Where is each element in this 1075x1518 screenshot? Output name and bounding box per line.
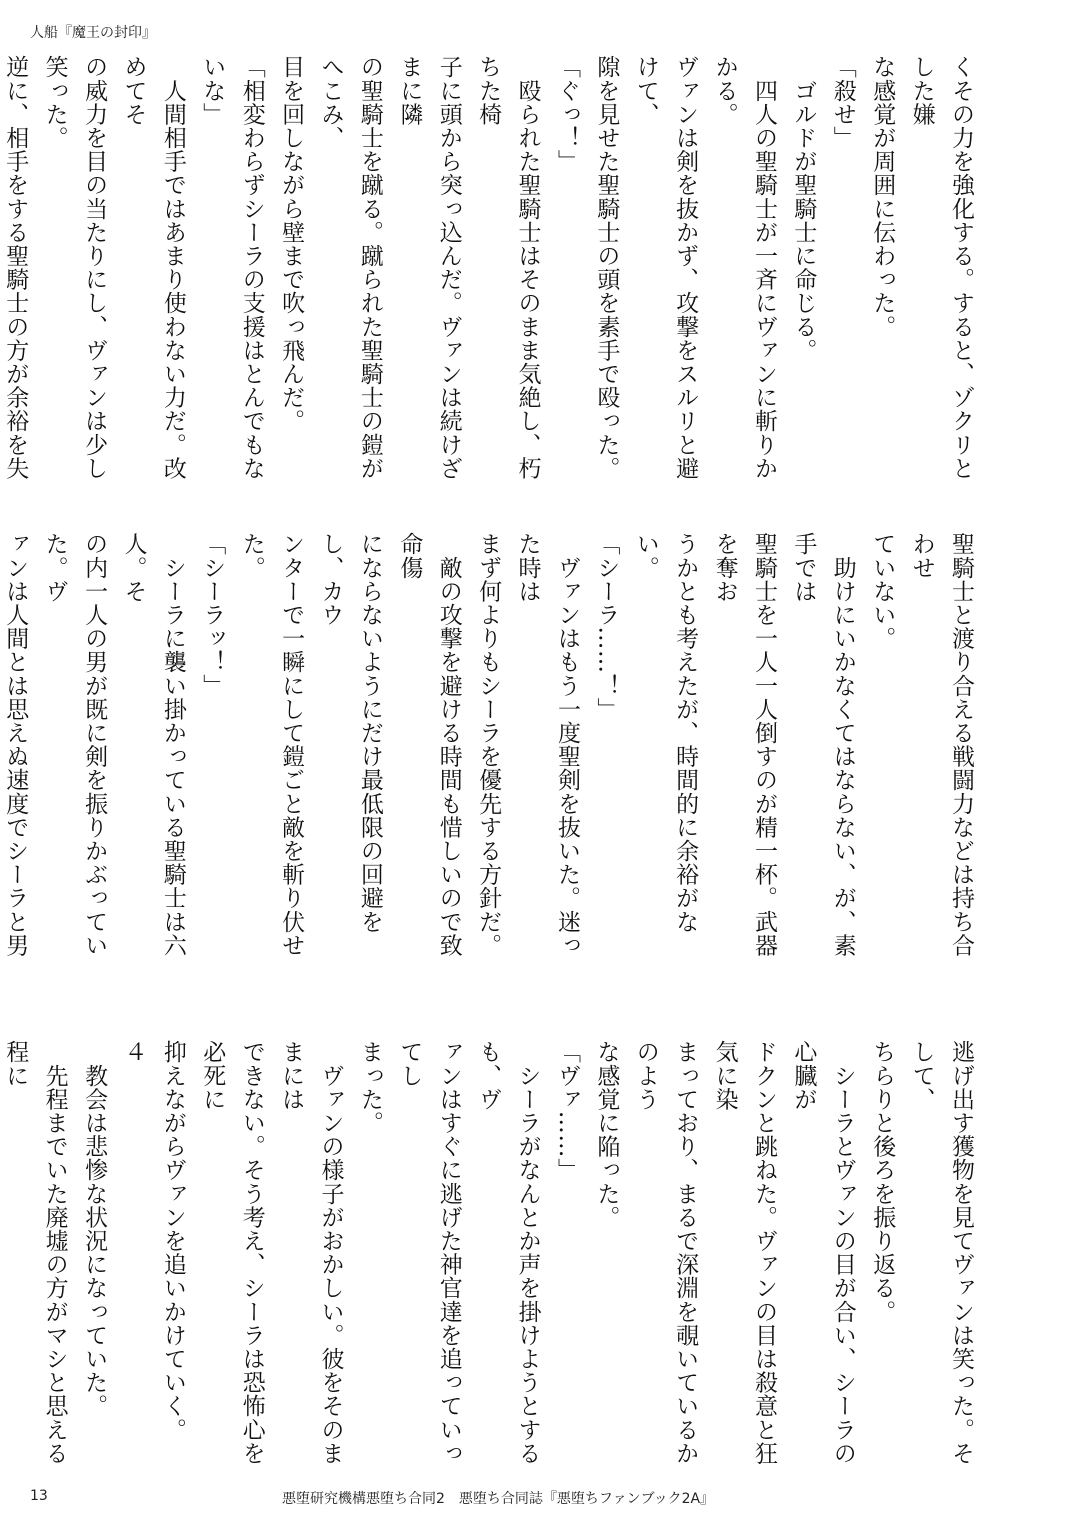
text-line: 先程までいた廃墟の方がマシと思える程に	[2, 1040, 68, 1465]
text-line: 「シーラッ！」	[199, 532, 226, 698]
text-line: 隙を見せた聖騎士の頭を素手で殴った。	[593, 55, 620, 480]
text-line: 「ヴァ……」	[553, 1040, 580, 1182]
text-line: ドクンと跳ねた。ヴァンの目は殺意と狂気に染	[711, 1040, 777, 1465]
text-line: 聖騎士と渡り合える戦闘力などは持ち合わせ	[908, 532, 974, 957]
text-block-lower	[2, 1040, 980, 1480]
text-line: ァンはすぐに逃げた神官達を追っていってし	[396, 1040, 462, 1465]
text-line: 「シーラ……！」	[593, 532, 620, 721]
text-block-upper	[2, 55, 980, 495]
text-block-middle	[2, 532, 980, 976]
text-line: ゴルドが聖騎士に命じる。	[790, 55, 817, 362]
text-line: 逆に、相手をする聖騎士の方が余裕を失	[2, 55, 29, 480]
text-line: くその力を強化する。すると、ゾクリとした嫌	[908, 55, 974, 480]
text-line: 人間相手ではあまり使わない力だ。改めてそ	[120, 55, 186, 480]
running-title: 人船『魔王の封印』	[30, 25, 156, 41]
text-line: 敵の攻撃を避ける時間も惜しいので致命傷	[396, 532, 462, 957]
text-line: にならないようにだけ最低限の回避をし、カウ	[317, 532, 383, 934]
text-line: シーラに襲い掛かっている聖騎士は六人。そ	[120, 532, 186, 957]
page-number: 13	[30, 1488, 48, 1504]
text-line: 抑えながらヴァンを追いかけていく。	[159, 1040, 186, 1442]
text-line: ヴァンは剣を抜かず、攻撃をスルリと避けて、	[632, 55, 699, 480]
text-line: ヴァンはもう一度聖剣を抜いた。迷った時は	[514, 532, 580, 957]
publication-footer: 悪堕研究機構悪堕ち合同2 悪堕ち合同誌『悪堕ちファンブック2A』	[282, 1491, 715, 1507]
text-line: 子に頭から突っ込んだ。ヴァンは続けざまに隣	[396, 55, 462, 480]
text-line: シーラとヴァンの目が合い、シーラの心臓が	[790, 1040, 856, 1465]
text-line: な感覚が周囲に伝わった。	[869, 55, 896, 339]
text-line: できない。そう考え、シーラは恐怖心を必死に	[199, 1040, 265, 1465]
text-line: の威力を目の当たりにし、ヴァンは少し笑った。	[41, 55, 108, 480]
text-line: ちらりと後ろを振り返る。	[869, 1040, 896, 1324]
text-line: 「ぐっ！」	[553, 55, 580, 173]
text-line: 「殺せ」	[829, 55, 856, 150]
text-line: 教会は悲惨な状況になっていた。	[81, 1040, 108, 1418]
text-line: まっており、まるで深淵を覗いているかのよう	[632, 1040, 699, 1465]
text-line: 目を回しながら壁まで吹っ飛んだ。	[278, 55, 305, 433]
section-number: ４	[120, 1040, 147, 1064]
text-line: の内一人の男が既に剣を振りかぶっていた。ヴ	[41, 532, 108, 957]
text-line: まった。	[356, 1040, 383, 1135]
text-line: ヴァンの様子がおかしい。彼をそのままには	[278, 1040, 344, 1465]
text-line: ンターで一瞬にして鎧ごと敵を斬り伏せた。	[238, 532, 305, 957]
text-line: 聖騎士を一人一人倒すのが精一杯。武器を奪お	[711, 532, 777, 957]
text-line: まず何よりもシーラを優先する方針だ。	[475, 532, 502, 957]
text-line: ていない。	[869, 532, 896, 650]
text-line: な感覚に陥った。	[593, 1040, 620, 1229]
text-line: の聖騎士を蹴る。蹴られた聖騎士の鎧がへこみ、	[317, 55, 383, 480]
text-line: 「相変わらずシーラの支援はとんでもないな」	[199, 55, 265, 480]
text-line: 四人の聖騎士が一斉にヴァンに斬りかかる。	[711, 55, 777, 480]
text-line: シーラがなんとか声を掛けようとするも、ヴ	[475, 1040, 541, 1465]
text-line: 助けにいかなくてはならない、が、素手では	[790, 532, 856, 957]
text-line: 殴られた聖騎士はそのまま気絶し、朽ちた椅	[475, 55, 541, 480]
text-line: ァンは人間とは思えぬ速度でシーラと男	[2, 532, 29, 957]
text-line: 逃げ出す獲物を見てヴァンは笑った。そして、	[908, 1040, 974, 1465]
text-line: うかとも考えたが、時間的に余裕がない。	[632, 532, 699, 934]
